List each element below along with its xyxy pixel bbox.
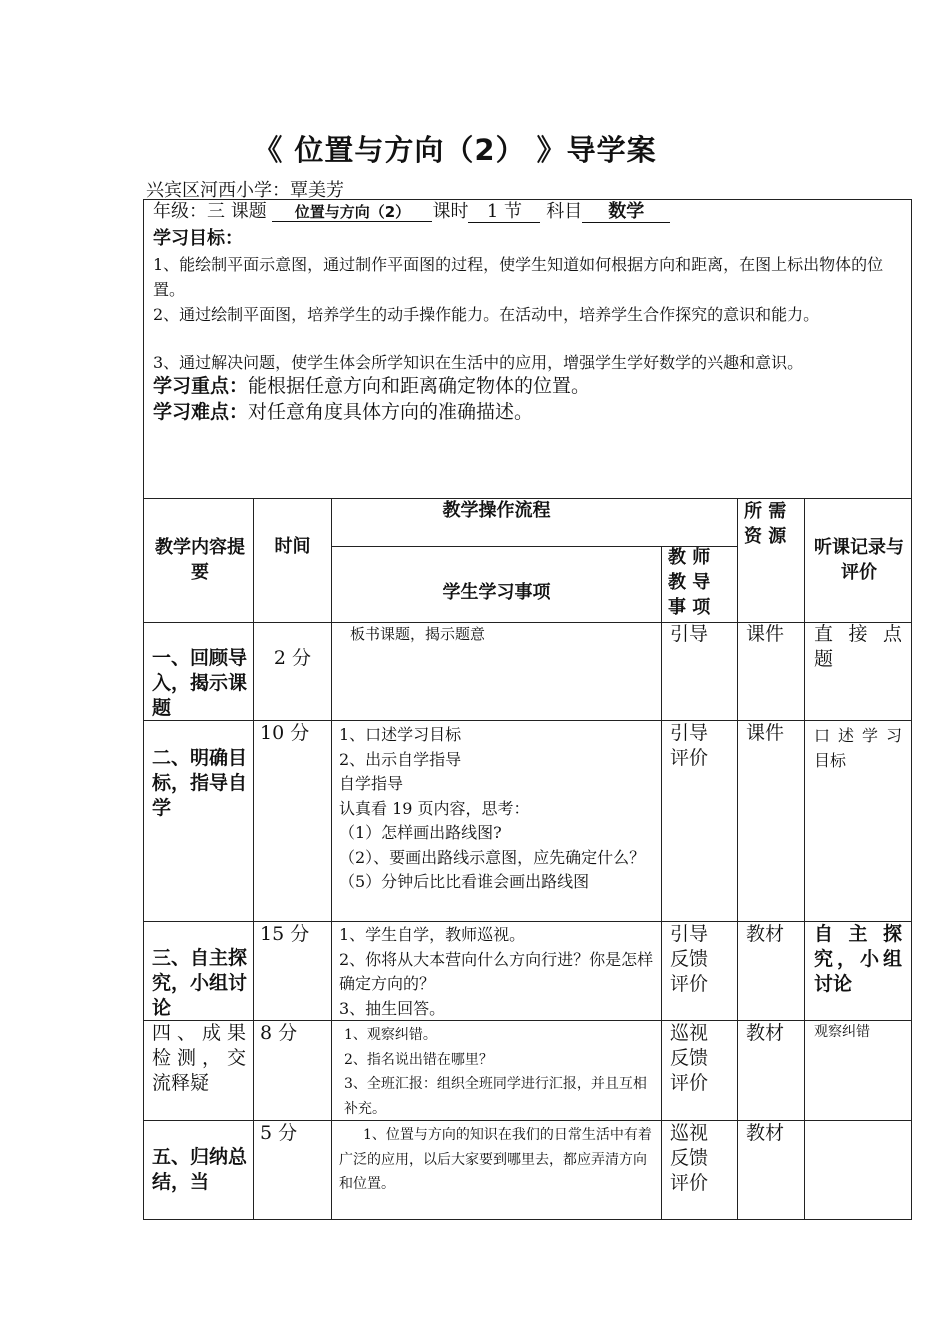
col-divider <box>804 499 805 1220</box>
row2-resource: 课件 <box>746 722 785 744</box>
row2-student-line: （5）分钟后比比看谁会画出路线图 <box>339 872 590 891</box>
row3-student-line: 2、你将从大本营向什么方向行进？你是怎样确定方向的？ <box>339 949 654 993</box>
row3-student-line: 3、抽生回答。 <box>339 998 446 1018</box>
header-time: 时间 <box>274 536 311 557</box>
goals-heading: 学习目标： <box>153 228 243 249</box>
row3-time: 15 分 <box>260 923 310 945</box>
row2-time: 10 分 <box>260 722 310 744</box>
key-point-label: 学习重点： <box>153 375 249 397</box>
row1-content: 一、回顾导入，揭示课题 <box>152 647 248 719</box>
row4-student <box>344 1023 658 1121</box>
row1-teacher: 引导 <box>670 623 709 645</box>
row1-resource: 课件 <box>746 623 785 645</box>
info-box <box>143 199 912 499</box>
row4-record: 观察纠错 <box>814 1024 870 1040</box>
difficult-point-label: 学习难点： <box>153 401 249 423</box>
key-point <box>153 374 590 400</box>
row5-content: 五、归纳总结，当 <box>152 1146 248 1193</box>
row4-resource: 教材 <box>746 1022 785 1044</box>
header-teacher: 教 师 教 导 事 项 <box>668 547 711 618</box>
row2-student-line: 认真看 19 页内容，思考： <box>339 798 530 818</box>
row2-student-line: 自学指导 <box>339 774 404 793</box>
key-point-text: 能根据任意方向和距离确定物体的位置。 <box>248 375 591 397</box>
row4-student-line: 3、全班汇报：组织全班同学进行汇报，并且互相补充。 <box>344 1076 647 1117</box>
topic-value: 位置与方向（2） <box>272 204 432 222</box>
row1-time: 2 分 <box>273 647 312 669</box>
row4-student-line: 1、观察纠错。 <box>344 1027 437 1043</box>
row2-student-line: （1）怎样画出路线图? <box>339 823 502 842</box>
row4-content: 四、成果检测，交流释疑 <box>152 1022 246 1094</box>
row3-resource: 教材 <box>746 923 785 945</box>
document-title: 《 位置与方向（2） 》导学案 <box>253 133 657 167</box>
lesson-table <box>143 498 912 1220</box>
period-label: 课时 <box>432 201 469 222</box>
row3-record: 自 主 探究，小组讨论 <box>814 923 902 995</box>
header-resource: 所 需 资 源 <box>744 501 787 547</box>
row3-student <box>339 923 657 1021</box>
row3-teacher: 引导反馈评价 <box>670 923 709 995</box>
row1-record: 直 接 点题 <box>814 623 902 670</box>
row2-student-line: 2、出示自学指导 <box>339 749 462 769</box>
row5-time: 5 分 <box>260 1122 298 1144</box>
row2-student <box>339 723 657 895</box>
goal-item-2: 2、通过绘制平面图，培养学生的动手操作能力。在活动中，培养学生合作探究的意识和能力。 <box>153 305 820 324</box>
row4-time: 8 分 <box>260 1022 298 1044</box>
subject-label: 科目 <box>546 201 583 222</box>
grade-label: 年级： <box>153 201 207 222</box>
row3-student-line: 1、学生自学，教师巡视。 <box>339 925 526 944</box>
period-value: 1 节 <box>468 202 540 223</box>
row2-student-line: 1、口述学习目标 <box>339 725 462 744</box>
col-divider <box>737 499 738 1220</box>
header-record: 听课记录与评价 <box>814 537 904 583</box>
difficult-point-text: 对任意角度具体方向的准确描述。 <box>248 401 534 423</box>
grade-value: 三 <box>207 201 225 222</box>
col-divider <box>661 546 662 1220</box>
goal-item-3: 3、通过解决问题，使学生体会所学知识在生活中的应用，增强学生学好数学的兴趣和意识。 <box>153 353 804 372</box>
row4-teacher: 巡视反馈评价 <box>670 1022 709 1094</box>
header-line <box>153 200 670 224</box>
author-line: 兴宾区河西小学：覃美芳 <box>146 180 344 201</box>
row3-content: 三、自主探究，小组讨论 <box>152 947 248 1019</box>
col-divider <box>253 499 254 1220</box>
header-student: 学生学习事项 <box>442 582 551 603</box>
row4-student-line: 2、指名说出错在哪里？ <box>344 1051 493 1068</box>
row2-student-line: （2）、要画出路线示意图，应先确定什么？ <box>339 847 646 867</box>
row5-student: 1、位置与方向的知识在我们的日常生活中有着广泛的应用，以后大家要到哪里去，都应弄清方向和位置。 <box>339 1127 652 1192</box>
row5-resource: 教材 <box>746 1122 785 1144</box>
row2-content: 二、明确目标，指导自学 <box>152 747 248 819</box>
topic-label: 课题 <box>230 201 267 222</box>
goal-item-1: 1、能绘制平面示意图，通过制作平面图的过程，使学生知道如何根据方向和距离，在图上标出物体的位置。 <box>153 255 884 299</box>
row5-teacher: 巡视反馈评价 <box>670 1122 709 1194</box>
subject-value: 数学 <box>582 202 670 223</box>
row1-student: 板书课题，揭示题意 <box>350 625 486 643</box>
header-content: 教学内容提要 <box>155 537 245 583</box>
difficult-point <box>153 400 533 426</box>
col-divider <box>331 499 332 1220</box>
row2-teacher: 引导评价 <box>670 722 709 769</box>
header-flow: 教学操作流程 <box>442 500 551 521</box>
row2-record: 口 述 学 习目标 <box>814 726 902 770</box>
